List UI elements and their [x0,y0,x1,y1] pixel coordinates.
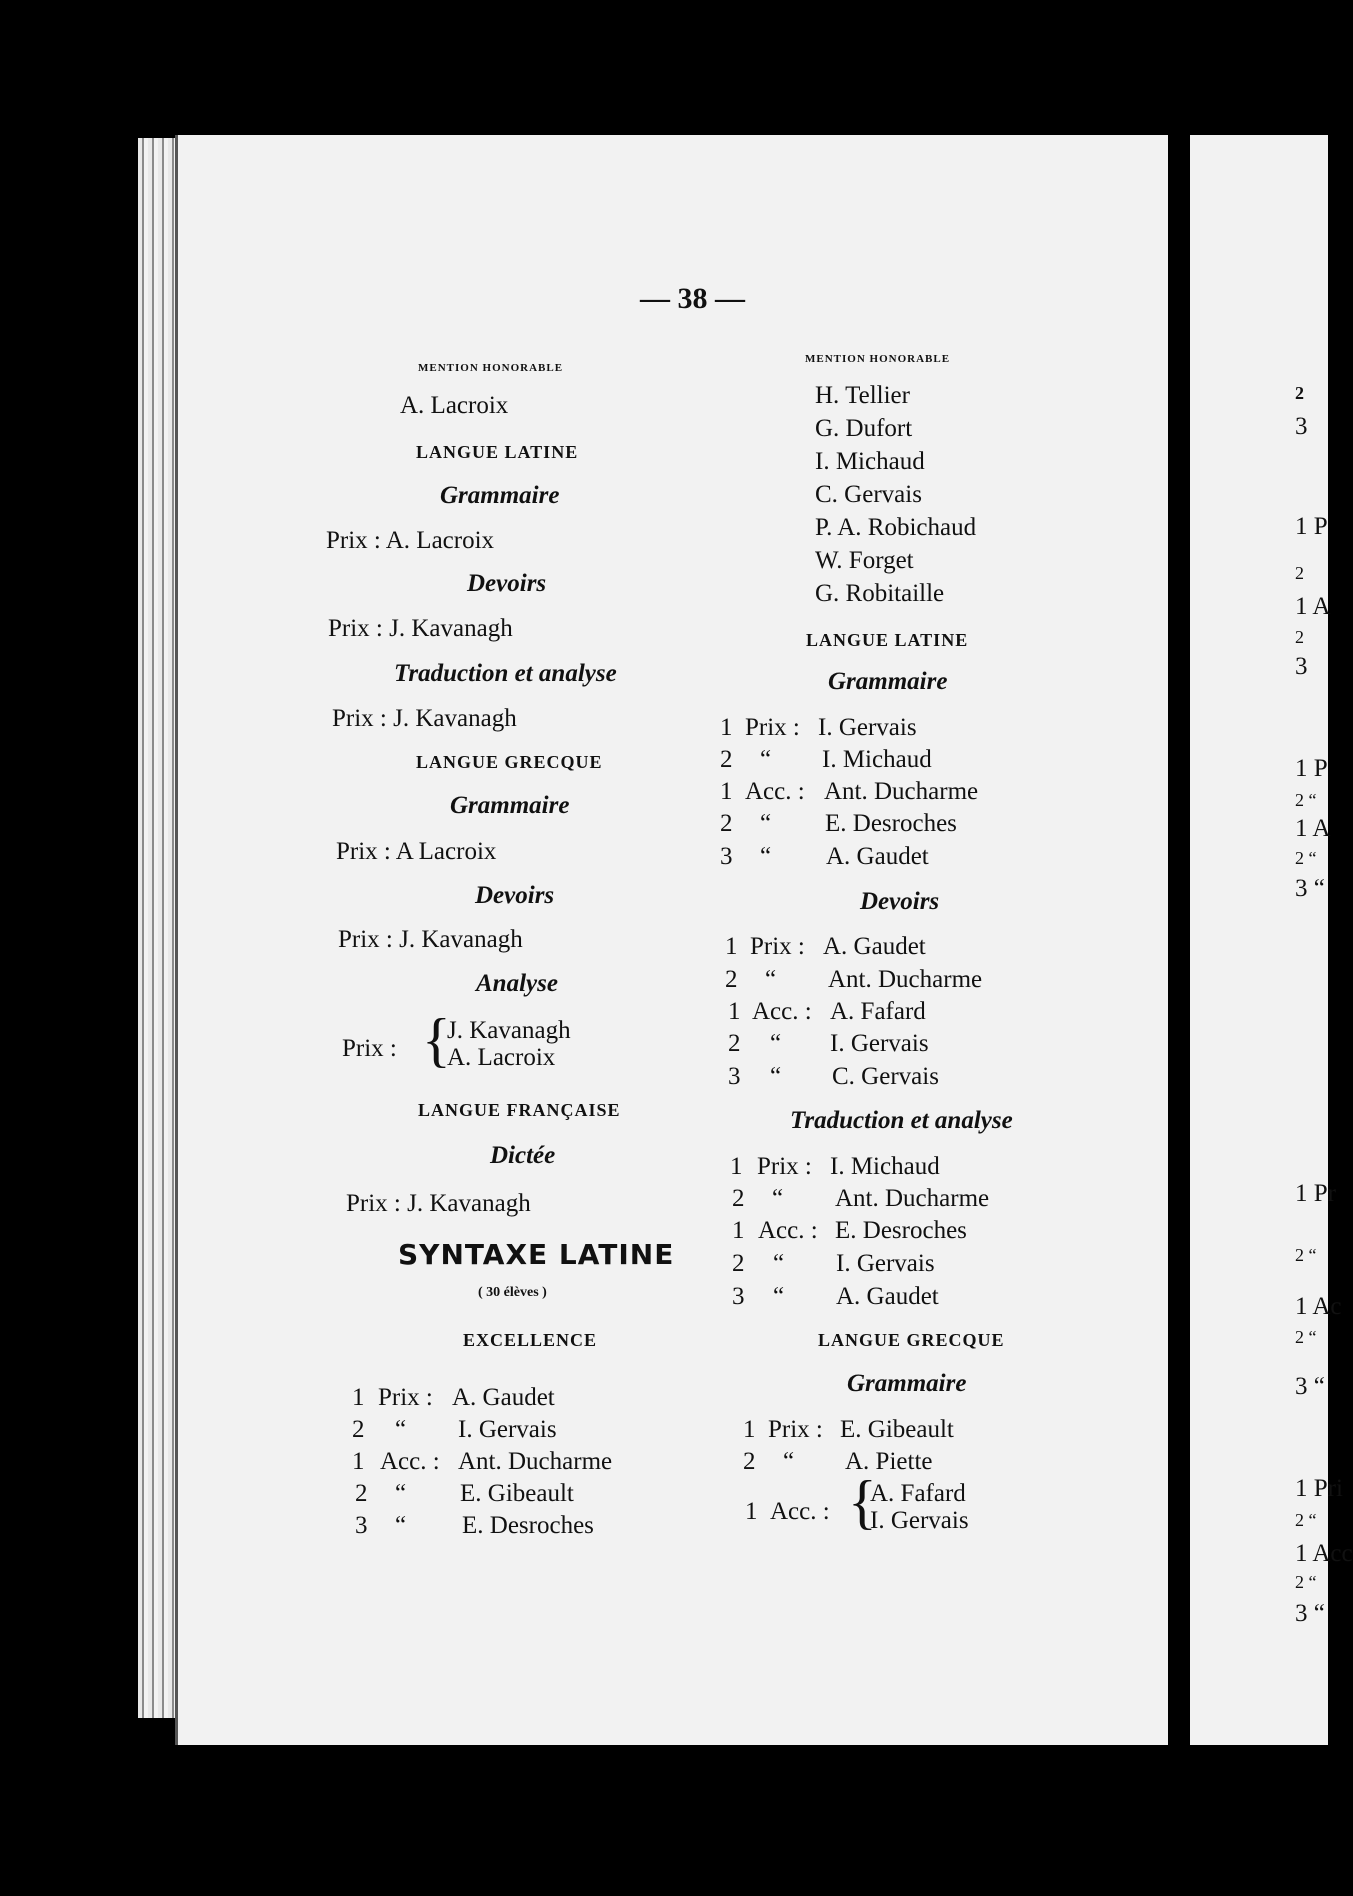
left-prix-line: Prix : J. Kavanagh [332,705,517,732]
award: “ [783,1448,795,1475]
rank: 3 [355,1512,368,1539]
name: I. Michaud [830,1153,940,1180]
award: Prix : [757,1153,812,1180]
award: Prix : [745,714,800,741]
award: “ [765,966,777,993]
right-mention-name: W. Forget [815,547,914,574]
rank: 3 [732,1283,745,1310]
award: Prix : [750,933,805,960]
fragment: 2 [1295,563,1304,583]
fragment: 3 [1295,653,1308,680]
rank: 2 [732,1185,745,1212]
rank: 1 [743,1416,756,1443]
rank: 1 [352,1384,365,1411]
right-brace-name: I. Gervais [870,1507,969,1534]
right-mention-name: C. Gervais [815,481,922,508]
award: Acc. : [758,1217,818,1244]
eleves-count: ( 30 élèves ) [478,1285,547,1300]
name: A. Gaudet [836,1283,939,1310]
name: Ant. Ducharme [458,1448,613,1475]
left-grammaire-heading: Grammaire [440,482,560,509]
fragment: 3 [1295,413,1308,440]
left-prix-line: Prix : A Lacroix [336,838,497,865]
award: “ [395,1416,407,1443]
name: C. Gervais [832,1063,939,1090]
fragment: 2 “ [1295,790,1317,810]
right-grammaire-heading: Grammaire [828,668,948,695]
name: E. Desroches [835,1217,967,1244]
right-traduction-heading: Traduction et analyse [790,1107,1013,1134]
right-mention-name: G. Dufort [815,415,913,442]
name: A. Gaudet [452,1384,555,1411]
right-mention-name: H. Tellier [815,382,910,409]
rank: 2 [352,1416,365,1443]
award: “ [760,843,772,870]
left-analyse-heading: Analyse [476,970,558,997]
fragment: 3 “ [1295,1373,1325,1400]
left-langue-latine-heading: LANGUE LATINE [416,442,579,462]
fragment: 2 “ [1295,1510,1317,1530]
left-devoirs-heading: Devoirs [467,570,547,597]
left-prix-line: Prix : J. Kavanagh [346,1190,531,1217]
page-number: — 38 — [640,282,745,315]
rank: 2 [355,1480,368,1507]
next-page-fragment [1190,135,1353,1745]
name: Ant. Ducharme [828,966,983,993]
award: “ [773,1250,785,1277]
left-brace-name: A. Lacroix [447,1044,556,1071]
left-langue-francaise-heading: LANGUE FRANÇAISE [418,1100,621,1120]
award: “ [770,1063,782,1090]
name: I. Gervais [830,1030,929,1057]
rank: 2 [728,1030,741,1057]
rank: 1 [725,933,738,960]
rank: 3 [720,843,733,870]
left-mention-heading: MENTION HONORABLE [418,362,564,374]
fragment: 2 [1295,383,1304,403]
fragment: 2 [1295,627,1304,647]
brace-icon: { [848,1469,877,1535]
name: E. Desroches [825,810,957,837]
fragment: 1 Ac [1295,1293,1342,1320]
right-brace-name: A. Fafard [870,1480,966,1507]
fragment: 3 “ [1295,875,1325,902]
left-brace-name: J. Kavanagh [447,1017,571,1044]
fragment: 2 “ [1295,1572,1317,1592]
right-langue-latine-heading: LANGUE LATINE [806,630,969,650]
rank: 1 [732,1217,745,1244]
name: I. Gervais [458,1416,557,1443]
award: “ [760,810,772,837]
fragment: 2 “ [1295,1245,1317,1265]
fragment: 2 “ [1295,1327,1317,1347]
award: Prix : [378,1384,433,1411]
rank: 2 [720,810,733,837]
rank: 1 [728,998,741,1025]
rank: 1 [720,778,733,805]
right-mention-name: G. Robitaille [815,580,945,607]
award: Acc. : [380,1448,440,1475]
book-page [175,135,1171,1745]
rank: 3 [728,1063,741,1090]
rank: 2 [732,1250,745,1277]
award: “ [395,1480,407,1507]
left-prix-line: Prix : A. Lacroix [326,527,495,554]
rank: 1 [730,1153,743,1180]
left-dictee-heading: Dictée [490,1142,556,1169]
left-prix-line: Prix : J. Kavanagh [328,615,513,642]
fragment: 1 Acc [1295,1540,1353,1567]
award: “ [773,1283,785,1310]
name: A. Fafard [830,998,926,1025]
excellence-heading: EXCELLENCE [463,1330,598,1350]
brace-icon: { [422,1007,451,1073]
left-traduction-heading: Traduction et analyse [394,660,617,687]
award: Prix : [768,1416,823,1443]
name: I. Gervais [836,1250,935,1277]
right-mention-heading: MENTION HONORABLE [805,353,951,365]
right-mention-name: I. Michaud [815,448,925,475]
rank: 1 [720,714,733,741]
left-grammaire-heading: Grammaire [450,792,570,819]
rank: 1 [745,1498,758,1525]
fragment: 2 “ [1295,848,1317,868]
left-mention-name: A. Lacroix [400,392,509,419]
award: “ [772,1185,784,1212]
right-grammaire-heading: Grammaire [847,1370,967,1397]
syntaxe-latine-heading: SYNTAXE LATINE [398,1238,675,1271]
award: “ [395,1512,407,1539]
award: Acc. : [770,1498,830,1525]
name: Ant. Ducharme [835,1185,990,1212]
name: I. Gervais [818,714,917,741]
right-langue-grecque-heading: LANGUE GRECQUE [818,1330,1005,1350]
name: A. Piette [845,1448,933,1475]
award: “ [770,1030,782,1057]
right-mention-name: P. A. Robichaud [815,514,977,541]
name: E. Gibeault [840,1416,954,1443]
name: Ant. Ducharme [824,778,979,805]
award: Acc. : [752,998,812,1025]
left-devoirs-heading: Devoirs [475,882,555,909]
right-devoirs-heading: Devoirs [860,888,940,915]
left-prix-label: Prix : [342,1035,397,1062]
name: I. Michaud [822,746,932,773]
rank: 2 [743,1448,756,1475]
rank: 2 [725,966,738,993]
fragment: 1 P [1295,513,1328,540]
book-gutter [1168,135,1190,1745]
fragment: 1 Pri [1295,1475,1343,1502]
left-langue-grecque-heading: LANGUE GRECQUE [416,752,603,772]
fragment: 1 Pr [1295,1180,1336,1207]
rank: 1 [352,1448,365,1475]
name: A. Gaudet [826,843,929,870]
name: E. Gibeault [460,1480,574,1507]
fragment: 1 P [1295,755,1328,782]
fragment: 1 A [1295,815,1331,842]
fragment: 1 A [1295,593,1331,620]
name: A. Gaudet [823,933,926,960]
fragment: 3 “ [1295,1600,1325,1627]
left-prix-line: Prix : J. Kavanagh [338,926,523,953]
name: E. Desroches [462,1512,594,1539]
rank: 2 [720,746,733,773]
award: Acc. : [745,778,805,805]
award: “ [760,746,772,773]
